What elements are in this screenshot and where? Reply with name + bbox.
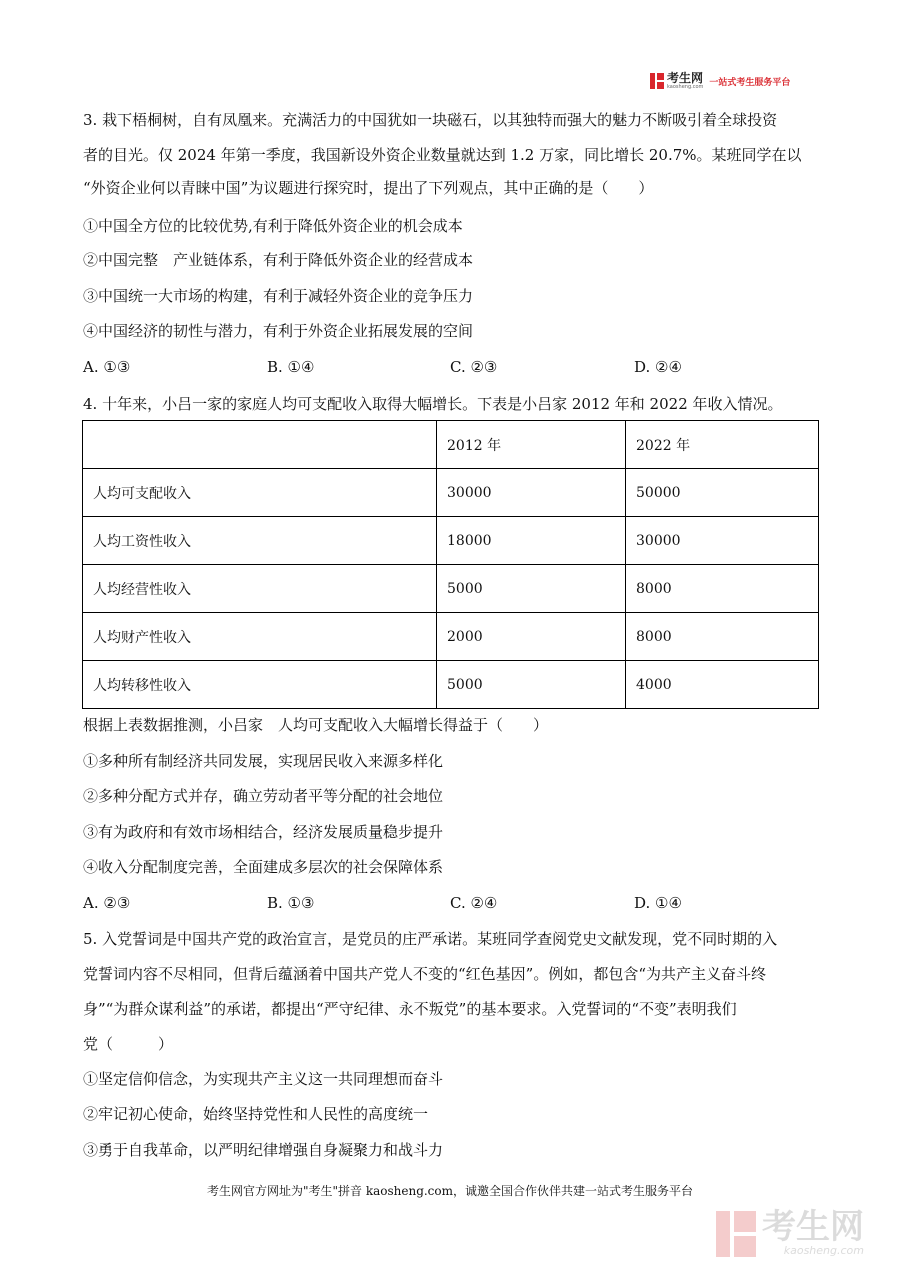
income-table	[82, 420, 819, 709]
q5-statement-3: ③勇于自我革命，以严明纪律增强自身凝聚力和战斗力	[83, 1141, 444, 1159]
q4-intro: 4. 十年来，小吕一家的家庭人均可支配收入取得大幅增长。下表是小吕家 2012 年和 2022 年收入情况。	[83, 395, 783, 413]
table-cell: 人均转移性收入	[83, 661, 437, 709]
table-cell: 人均经营性收入	[83, 565, 437, 613]
q3-statement-2: ②中国完整 产业链体系，有利于降低外资企业的经营成本	[83, 251, 474, 269]
table-cell: 4000	[626, 661, 819, 709]
q4-statement-1: ①多种所有制经济共同发展，实现居民收入来源多样化	[83, 752, 444, 770]
q4-statement-3: ③有为政府和有效市场相结合，经济发展质量稳步提升	[83, 823, 444, 841]
table-row	[83, 517, 819, 565]
q3-statement-3: ③中国统一大市场的构建，有利于减轻外资企业的竞争压力	[83, 287, 474, 305]
table-row	[83, 565, 819, 613]
q3-option-c[interactable]: C. ②③	[450, 358, 498, 376]
q3-option-d[interactable]: D. ②④	[634, 358, 682, 376]
q3-line-2: 者的目光。仅 2024 年第一季度，我国新设外资企业数量就达到 1.2 万家，同比增长 20.7%。某班同学在以	[83, 146, 802, 164]
logo-name: 考生网	[667, 71, 704, 85]
table-header-cell	[83, 421, 437, 469]
logo-domain: kaosheng.com	[667, 84, 704, 90]
q5-line-1: 5. 入党誓词是中国共产党的政治宣言，是党员的庄严承诺。某班同学查阅党史文献发现，党不同时期的入	[83, 930, 778, 948]
table-row	[83, 661, 819, 709]
q4-question: 根据上表数据推测，小吕家 人均可支配收入大幅增长得益于（ ）	[83, 716, 549, 734]
q4-option-b[interactable]: B. ①③	[267, 894, 315, 912]
table-row	[83, 469, 819, 517]
q4-statement-4: ④收入分配制度完善，全面建成多层次的社会保障体系	[83, 858, 444, 876]
watermark	[716, 1207, 864, 1257]
q3-line-3: “外资企业何以青睐中国”为议题进行探究时，提出了下列观点，其中正确的是（ ）	[83, 179, 654, 197]
kaosheng-logo-icon	[650, 73, 664, 89]
table-cell: 18000	[437, 517, 626, 565]
watermark-domain: kaosheng.com	[783, 1244, 864, 1257]
table-cell: 5000	[437, 661, 626, 709]
q4-option-a[interactable]: A. ②③	[83, 894, 131, 912]
kaosheng-watermark-icon	[716, 1211, 756, 1257]
header-slogan: 一站式考生服务平台	[709, 77, 791, 88]
watermark-name: 考生网	[762, 1207, 864, 1247]
q3-option-a[interactable]: A. ①③	[83, 358, 131, 376]
table-cell: 5000	[437, 565, 626, 613]
table-header-cell: 2022 年	[626, 421, 819, 469]
q3-statement-4: ④中国经济的韧性与潜力，有利于外资企业拓展发展的空间	[83, 322, 474, 340]
table-cell: 8000	[626, 565, 819, 613]
table-cell: 30000	[626, 517, 819, 565]
q5-line-4: 党（ ）	[83, 1035, 174, 1053]
table-cell: 30000	[437, 469, 626, 517]
q3-option-b[interactable]: B. ①④	[267, 358, 315, 376]
header-logo	[650, 72, 790, 90]
q5-statement-2: ②牢记初心使命，始终坚持党性和人民性的高度统一	[83, 1105, 429, 1123]
footer-text: 考生网官方网址为"考生"拼音 kaosheng.com，诚邀全国合作伙伴共建一站式考生服务平台	[206, 1184, 694, 1198]
table-header-row	[83, 421, 819, 469]
table-cell: 人均可支配收入	[83, 469, 437, 517]
table-cell: 2000	[437, 613, 626, 661]
q5-line-3: 身”“为群众谋利益”的承诺，都提出“严守纪律、永不叛党”的基本要求。入党誓词的“不变”表明我们	[83, 1000, 737, 1018]
q4-statement-2: ②多种分配方式并存，确立劳动者平等分配的社会地位	[83, 787, 444, 805]
table-cell: 50000	[626, 469, 819, 517]
table-cell: 人均工资性收入	[83, 517, 437, 565]
table-row	[83, 613, 819, 661]
q4-option-c[interactable]: C. ②④	[450, 894, 498, 912]
table-cell: 8000	[626, 613, 819, 661]
q3-statement-1: ①中国全方位的比较优势,有利于降低外资企业的机会成本	[83, 217, 463, 235]
q5-statement-1: ①坚定信仰信念，为实现共产主义这一共同理想而奋斗	[83, 1070, 444, 1088]
q3-line-1: 3. 栽下梧桐树，自有凤凰来。充满活力的中国犹如一块磁石，以其独特而强大的魅力不断吸引着全球投资	[83, 111, 778, 129]
q4-option-d[interactable]: D. ①④	[634, 894, 682, 912]
table-cell: 人均财产性收入	[83, 613, 437, 661]
table-header-cell: 2012 年	[437, 421, 626, 469]
q5-line-2: 党誓词内容不尽相同，但背后蕴涵着中国共产党人不变的“红色基因”。例如，都包含“为共产主义奋斗终	[83, 965, 767, 983]
